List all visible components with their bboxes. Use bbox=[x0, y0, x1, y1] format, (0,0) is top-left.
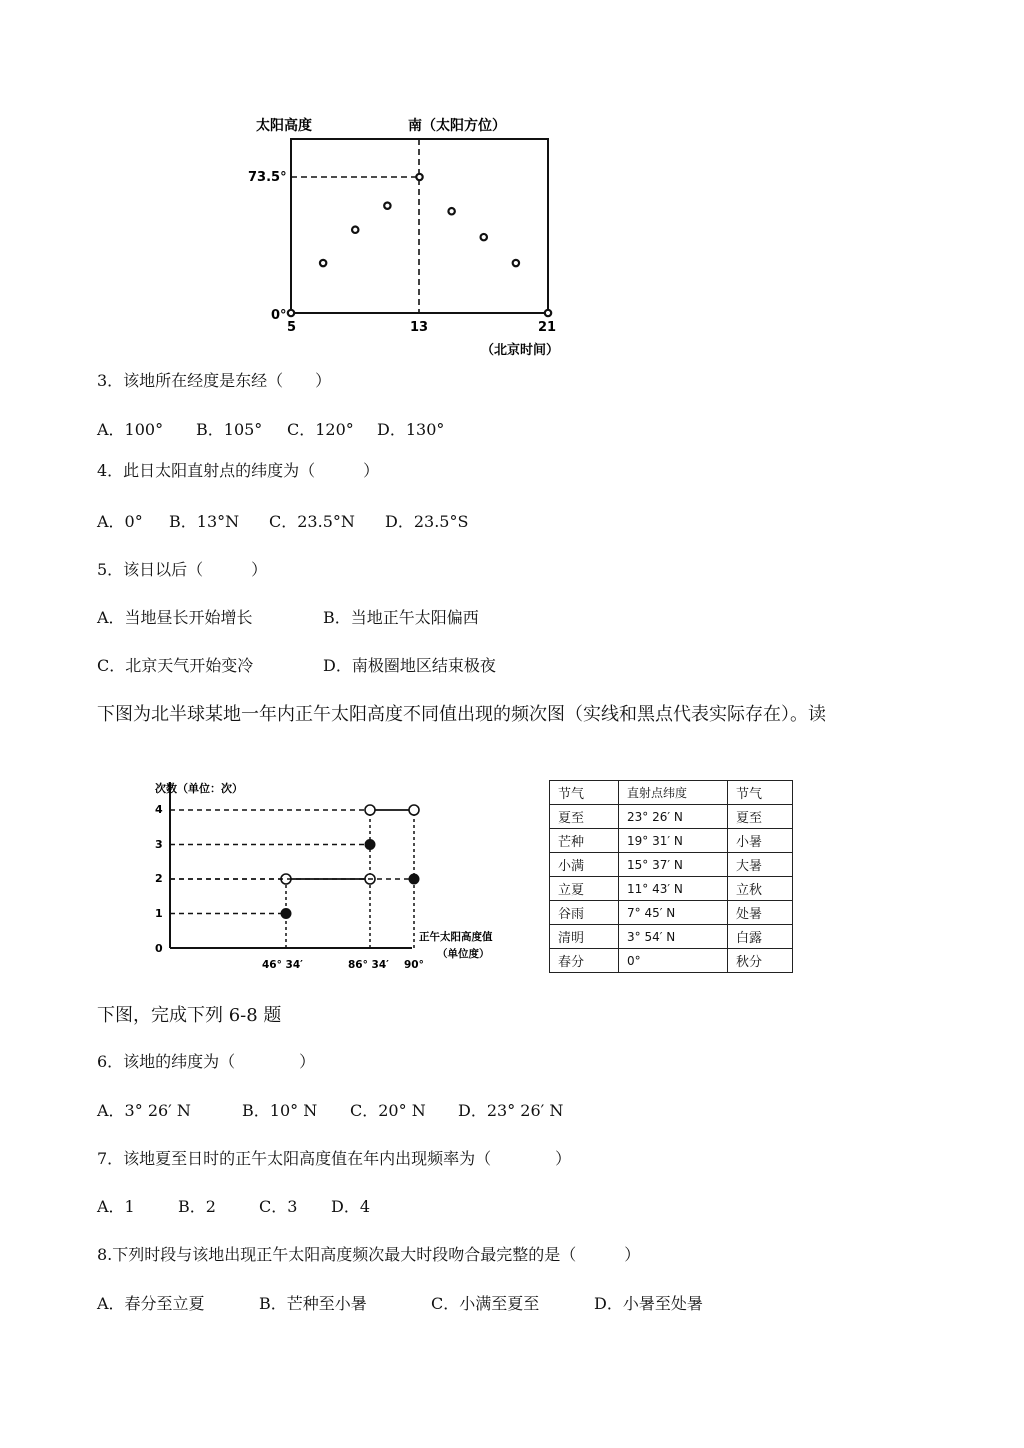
table-cell: 立秋 bbox=[728, 877, 793, 901]
question-7-stem: 7．该地夏至日时的正午太阳高度值在年内出现频率为（ ） bbox=[97, 1149, 572, 1168]
table-cell: 小暑 bbox=[728, 829, 793, 853]
chart2-xlabel-2: （单位度） bbox=[437, 948, 490, 960]
table-cell: 芒种 bbox=[550, 829, 619, 853]
chart2-xtick-90: 90° bbox=[404, 959, 424, 970]
q3-option-b[interactable]: B．105° bbox=[196, 420, 263, 439]
chart1-ytick-zero: 0° bbox=[271, 308, 287, 323]
noon-altitude-frequency-chart bbox=[0, 770, 540, 970]
chart2-ytick-1: 1 bbox=[155, 907, 163, 920]
q5-option-a[interactable]: A．当地昼长开始增长 bbox=[97, 608, 253, 627]
chart1-xtick-5: 5 bbox=[287, 320, 297, 335]
q3-option-c[interactable]: C．120° bbox=[287, 420, 354, 439]
q7-option-b[interactable]: B．2 bbox=[178, 1197, 216, 1216]
table-row bbox=[550, 949, 793, 973]
chart2-open-point bbox=[365, 805, 375, 815]
q6-option-d[interactable]: D．23° 26′ N bbox=[458, 1101, 564, 1120]
q5-option-d[interactable]: D．南极圈地区结束极夜 bbox=[323, 656, 496, 675]
table-cell: 清明 bbox=[550, 925, 619, 949]
solar-altitude-chart bbox=[0, 0, 1024, 370]
chart2-xtick-86: 86° 34′ bbox=[348, 959, 389, 970]
q7-option-a[interactable]: A．1 bbox=[97, 1197, 135, 1216]
chart1-ylabel: 太阳高度 bbox=[256, 118, 312, 134]
intro-text-line-1: 下图为北半球某地一年内正午太阳高度不同值出现的频次图（实线和黑点代表实际存在）。读 bbox=[97, 704, 826, 725]
table-cell: 大暑 bbox=[728, 853, 793, 877]
table-cell: 节气 bbox=[550, 781, 619, 805]
table-row bbox=[550, 805, 793, 829]
chart2-ytick-3: 3 bbox=[155, 838, 163, 851]
chart2-xlabel-1: 正午太阳高度值 bbox=[419, 931, 493, 943]
chart1-point-11 bbox=[384, 202, 390, 208]
table-row bbox=[550, 877, 793, 901]
table-cell: 夏至 bbox=[550, 805, 619, 829]
table-cell: 小满 bbox=[550, 853, 619, 877]
q8-option-b[interactable]: B．芒种至小暑 bbox=[259, 1294, 367, 1313]
q6-option-a[interactable]: A．3° 26′ N bbox=[97, 1101, 191, 1120]
q4-option-d[interactable]: D．23.5°S bbox=[385, 512, 469, 531]
chart1-xlabel: （北京时间） bbox=[481, 343, 560, 358]
chart1-ytick-top: 73.5° bbox=[248, 170, 287, 185]
chart2-ylabel: 次数（单位：次） bbox=[155, 782, 243, 795]
chart2-filled-point bbox=[281, 909, 291, 919]
table-row bbox=[550, 829, 793, 853]
chart1-point-5 bbox=[288, 310, 294, 316]
q4-option-b[interactable]: B．13°N bbox=[169, 512, 240, 531]
table-cell: 3° 54′ N bbox=[619, 925, 728, 949]
table-cell: 秋分 bbox=[728, 949, 793, 973]
chart1-point-17 bbox=[481, 234, 487, 240]
chart1-south-label: 南（太阳方位） bbox=[408, 118, 506, 134]
chart1-point-15 bbox=[448, 208, 454, 214]
chart2-xtick-46: 46° 34′ bbox=[262, 959, 303, 970]
intro-text-line-2: 下图，完成下列 6-8 题 bbox=[97, 1005, 282, 1026]
table-cell: 15° 37′ N bbox=[619, 853, 728, 877]
chart2-filled-point bbox=[365, 840, 375, 850]
chart2-ytick-2: 2 bbox=[155, 872, 163, 885]
q6-option-c[interactable]: C．20° N bbox=[350, 1101, 426, 1120]
q6-option-b[interactable]: B．10° N bbox=[242, 1101, 318, 1120]
chart1-point-7 bbox=[320, 260, 326, 266]
question-8-stem: 8.下列时段与该地出现正午太阳高度频次最大时段吻合最完整的是（ ） bbox=[97, 1245, 641, 1264]
solar-terms-table bbox=[549, 780, 793, 973]
q8-option-d[interactable]: D．小暑至处暑 bbox=[594, 1294, 703, 1313]
table-cell: 立夏 bbox=[550, 877, 619, 901]
chart1-point-19 bbox=[513, 260, 519, 266]
q7-option-c[interactable]: C．3 bbox=[259, 1197, 298, 1216]
table-cell: 11° 43′ N bbox=[619, 877, 728, 901]
table-cell: 0° bbox=[619, 949, 728, 973]
q4-option-c[interactable]: C．23.5°N bbox=[269, 512, 355, 531]
chart2-ytick-4: 4 bbox=[155, 803, 163, 816]
chart2-ytick-0: 0 bbox=[155, 942, 163, 955]
chart1-point-13 bbox=[416, 174, 422, 180]
table-cell: 19° 31′ N bbox=[619, 829, 728, 853]
table-header-row bbox=[550, 781, 793, 805]
table-row bbox=[550, 925, 793, 949]
chart1-xtick-13: 13 bbox=[410, 320, 429, 335]
question-6-stem: 6．该地的纬度为（ ） bbox=[97, 1052, 316, 1071]
q3-option-d[interactable]: D．130° bbox=[377, 420, 445, 439]
table-cell: 谷雨 bbox=[550, 901, 619, 925]
question-3-stem: 3．该地所在经度是东经（ ） bbox=[97, 371, 332, 390]
chart2-filled-point bbox=[409, 874, 419, 884]
chart1-xtick-21: 21 bbox=[538, 320, 557, 335]
q8-option-a[interactable]: A．春分至立夏 bbox=[97, 1294, 205, 1313]
chart1-frame bbox=[291, 139, 548, 313]
q5-option-b[interactable]: B．当地正午太阳偏西 bbox=[323, 608, 479, 627]
table-cell: 23° 26′ N bbox=[619, 805, 728, 829]
question-5-stem: 5．该日以后（ ） bbox=[97, 560, 268, 579]
q8-option-c[interactable]: C．小满至夏至 bbox=[431, 1294, 540, 1313]
q5-option-c[interactable]: C．北京天气开始变冷 bbox=[97, 656, 254, 675]
chart2-marks bbox=[170, 805, 419, 948]
table-cell: 直射点纬度 bbox=[619, 781, 728, 805]
table-row bbox=[550, 901, 793, 925]
table-cell: 节气 bbox=[728, 781, 793, 805]
question-4-stem: 4．此日太阳直射点的纬度为（ ） bbox=[97, 461, 380, 480]
table-cell: 春分 bbox=[550, 949, 619, 973]
chart2-open-point bbox=[409, 805, 419, 815]
table-cell: 7° 45′ N bbox=[619, 901, 728, 925]
table-row bbox=[550, 853, 793, 877]
q4-option-a[interactable]: A．0° bbox=[97, 512, 143, 531]
table-cell: 夏至 bbox=[728, 805, 793, 829]
q7-option-d[interactable]: D．4 bbox=[331, 1197, 371, 1216]
chart1-point-21 bbox=[545, 310, 551, 316]
table-cell: 处暑 bbox=[728, 901, 793, 925]
table-cell: 白露 bbox=[728, 925, 793, 949]
chart1-point-9 bbox=[352, 227, 358, 233]
q3-option-a[interactable]: A．100° bbox=[97, 420, 164, 439]
